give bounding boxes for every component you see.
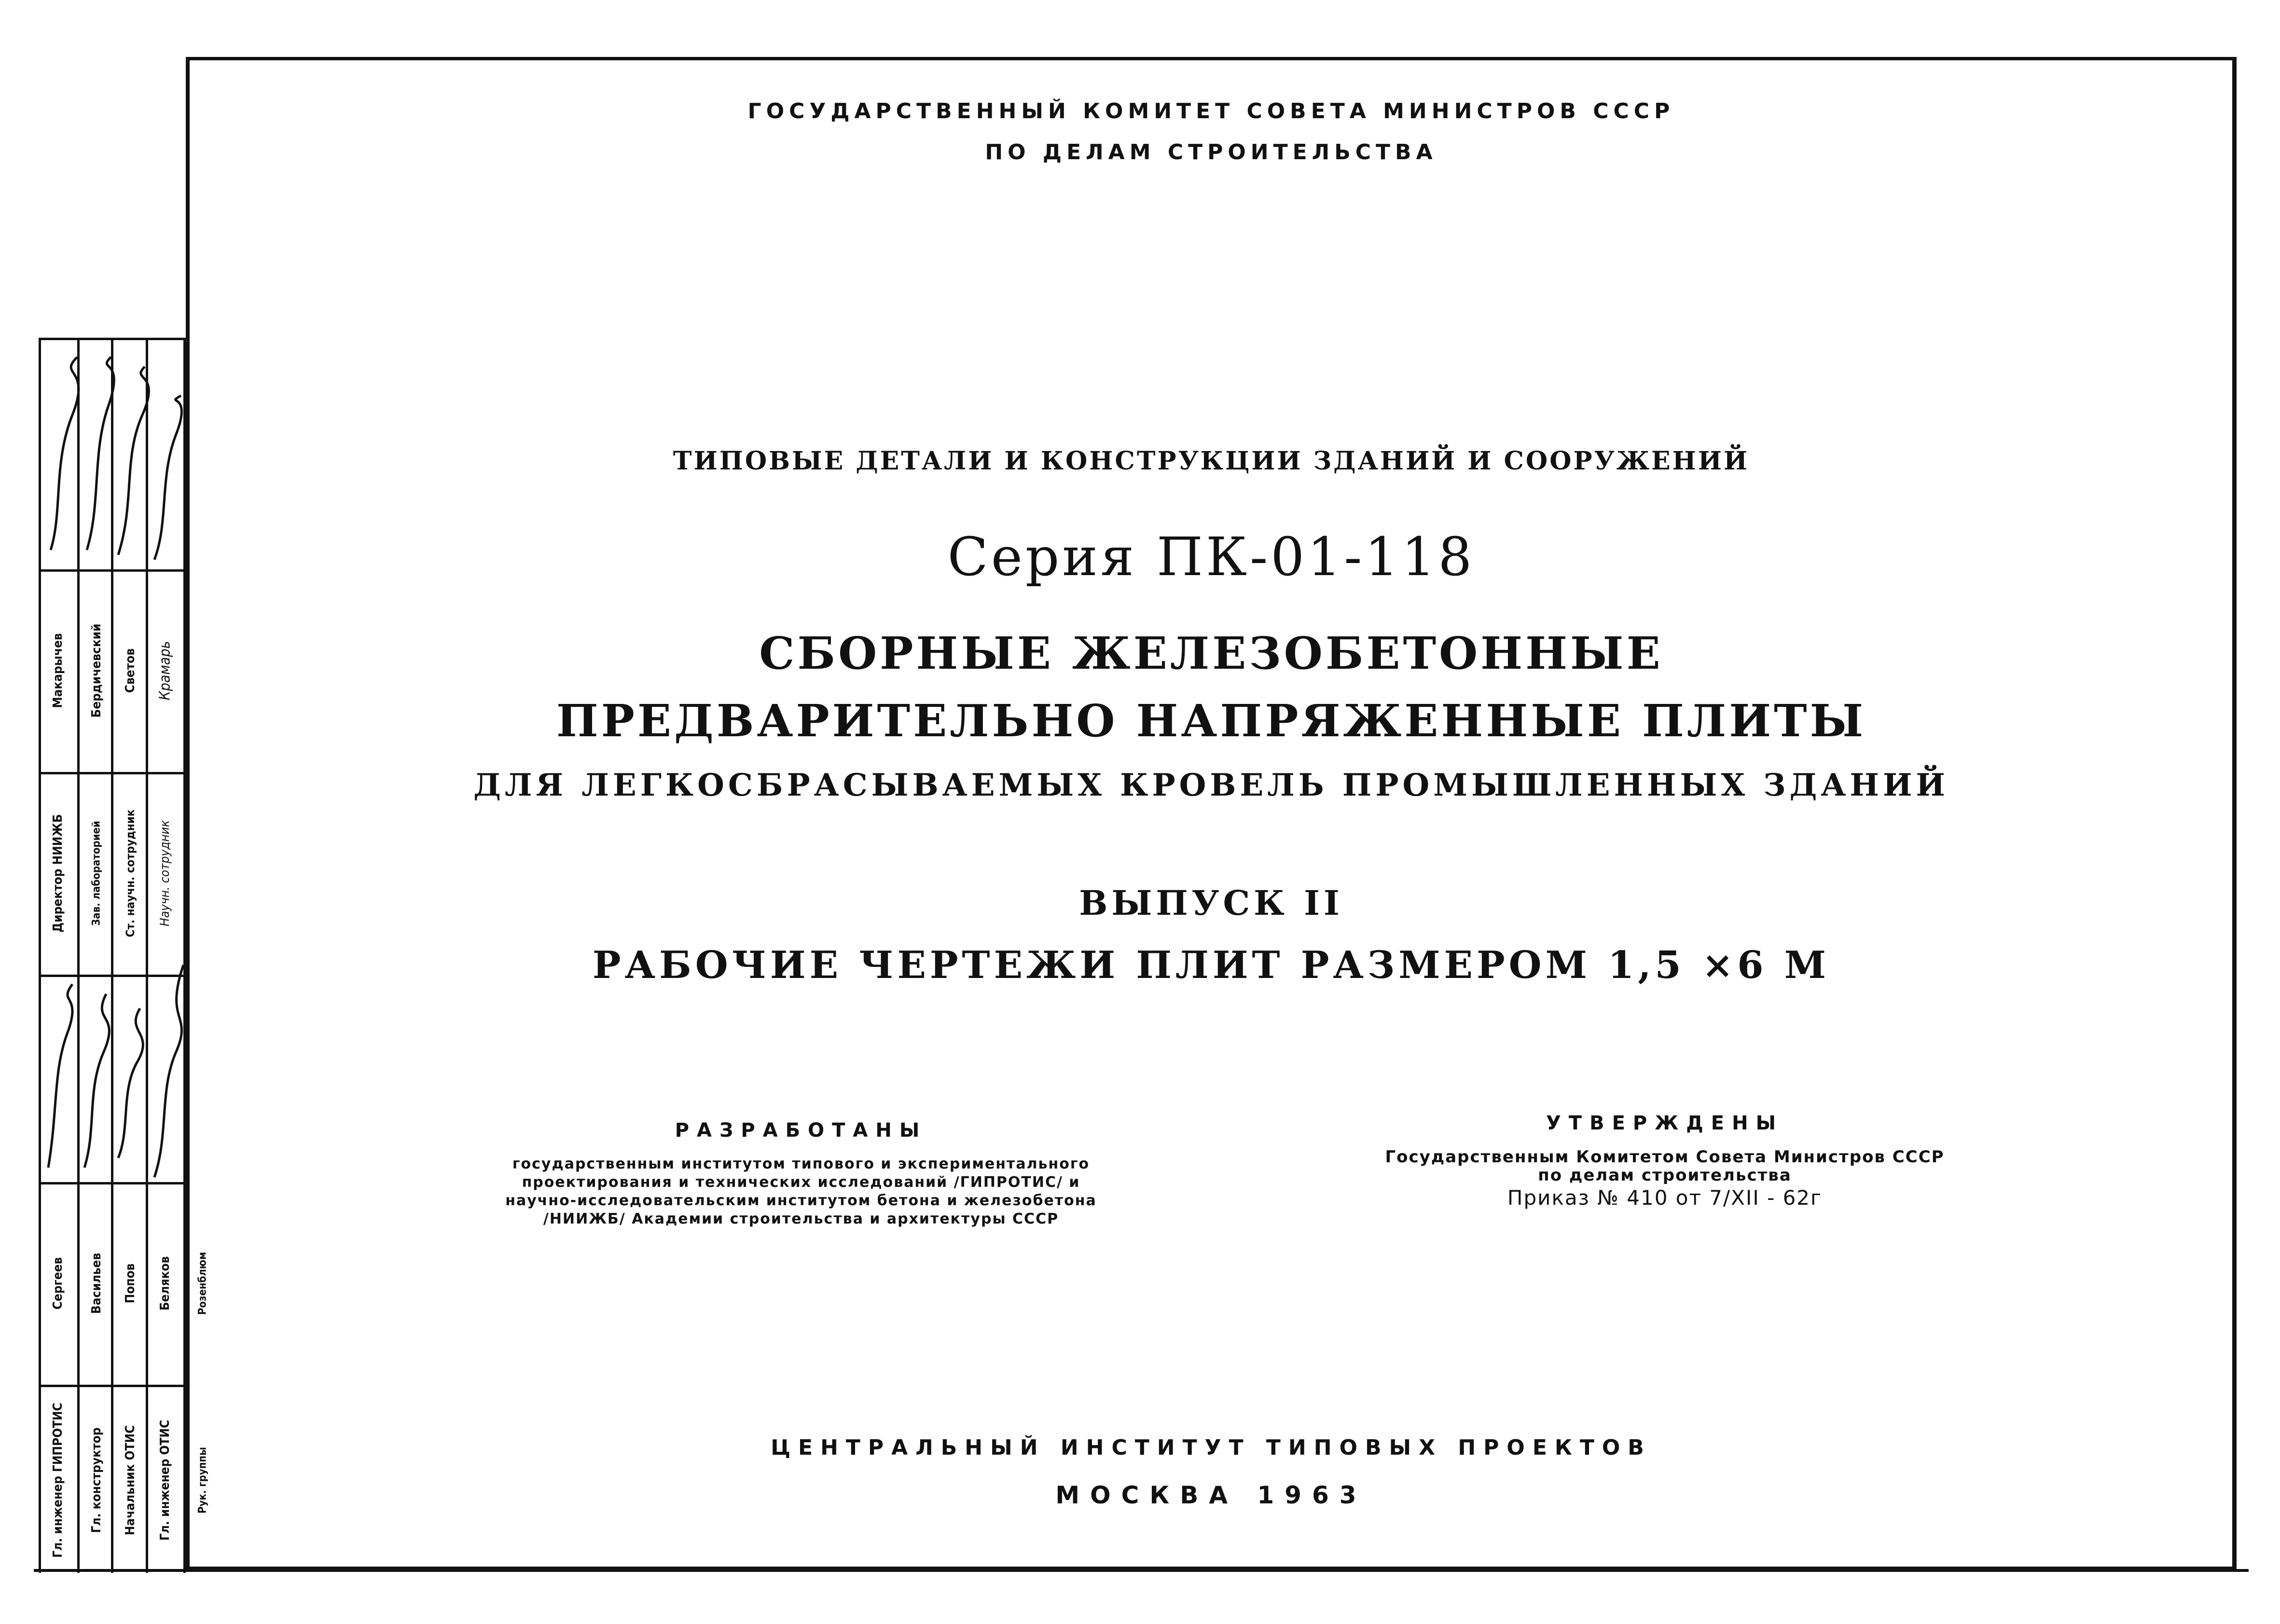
stamp-name-g2-3: Светов	[123, 648, 138, 693]
stamp-name-g2-4: Крамарь	[156, 641, 174, 701]
footer-city-year: МОСКВА 1963	[1055, 1481, 1367, 1509]
developed-heading: РАЗРАБОТАНЫ	[675, 1119, 927, 1142]
developed-line-1: государственным институтом типового и экспериментального	[512, 1156, 1090, 1172]
stamp-position-2: Гл. конструктор	[89, 1427, 104, 1533]
stamp-position-4: Гл. инженер ОТИС	[158, 1419, 172, 1541]
stamp-position-5: Рук. группы	[196, 1446, 209, 1514]
stamp-name-5: Розенблюм	[196, 1252, 209, 1315]
signature-stamp	[39, 338, 209, 1573]
drawing-frame	[186, 57, 2237, 1570]
stamp-name-g2-1: Макарычев	[51, 633, 65, 708]
stamp-position-g2-4: Научн. сотрудник	[158, 820, 172, 927]
developed-section	[338, 1119, 1264, 1228]
developed-line-2: проектирования и технических исследований /ГИПРОТИС/ и	[522, 1174, 1080, 1191]
approved-heading: УТВЕРЖДЕНЫ	[1546, 1112, 1784, 1134]
category-title: ТИПОВЫЕ ДЕТАЛИ И КОНСТРУКЦИИ ЗДАНИЙ И СООРУЖЕНИЙ	[673, 446, 1750, 476]
title-line-2: ПРЕДВАРИТЕЛЬНО НАПРЯЖЕННЫЕ ПЛИТЫ	[556, 695, 1866, 747]
footer-institute: ЦЕНТРАЛЬНЫЙ ИНСТИТУТ ТИПОВЫХ ПРОЕКТОВ	[771, 1435, 1652, 1460]
bottom-rule	[34, 1569, 2249, 1572]
stamp-name-1: Сергеев	[51, 1257, 65, 1310]
approved-section	[1303, 1112, 2027, 1211]
issue-title: ВЫПУСК II	[1079, 883, 1343, 923]
developed-line-4: /НИИЖБ/ Академии строительства и архитектуры СССР	[543, 1211, 1059, 1227]
stamp-position-g2-1: Директор НИИЖБ	[51, 814, 65, 933]
ministry-line-1: ГОСУДАРСТВЕННЫЙ КОМИТЕТ СОВЕТА МИНИСТРОВ СССР	[747, 99, 1675, 124]
issue-subtitle: РАБОЧИЕ ЧЕРТЕЖИ ПЛИТ РАЗМЕРОМ 1,5 ×6 М	[592, 943, 1830, 987]
stamp-name-2: Васильев	[89, 1252, 104, 1314]
stamp-position-3: Начальник ОТИС	[123, 1425, 138, 1535]
ministry-line-2: ПО ДЕЛАМ СТРОИТЕЛЬСТВА	[985, 140, 1437, 165]
title-line-3: ДЛЯ ЛЕГКОСБРАСЫВАЕМЫХ КРОВЕЛЬ ПРОМЫШЛЕННЫХ ЗДАНИЙ	[473, 767, 1949, 803]
approved-line-1: Государственным Комитетом Совета Министров СССР	[1385, 1147, 1945, 1167]
developed-line-3: научно-исследовательским институтом бетона и железобетона	[505, 1192, 1097, 1209]
stamp-name-3: Попов	[123, 1263, 138, 1304]
stamp-name-4: Беляков	[158, 1256, 172, 1311]
title-line-1: СБОРНЫЕ ЖЕЛЕЗОБЕТОННЫЕ	[759, 627, 1663, 679]
approved-line-2: по делам строительства	[1538, 1166, 1792, 1185]
approved-order: Приказ № 410 от 7/XII - 62г	[1507, 1186, 1823, 1210]
series-title: Серия ПК-01-118	[947, 526, 1475, 588]
stamp-position-g2-3: Ст. научн. сотрудник	[124, 809, 137, 937]
stamp-position-g2-2: Зав. лабораторией	[90, 821, 103, 926]
stamp-name-g2-2: Бердичевский	[89, 623, 104, 718]
stamp-position-1: Гл. инженер ГИПРОТИС	[51, 1402, 65, 1558]
